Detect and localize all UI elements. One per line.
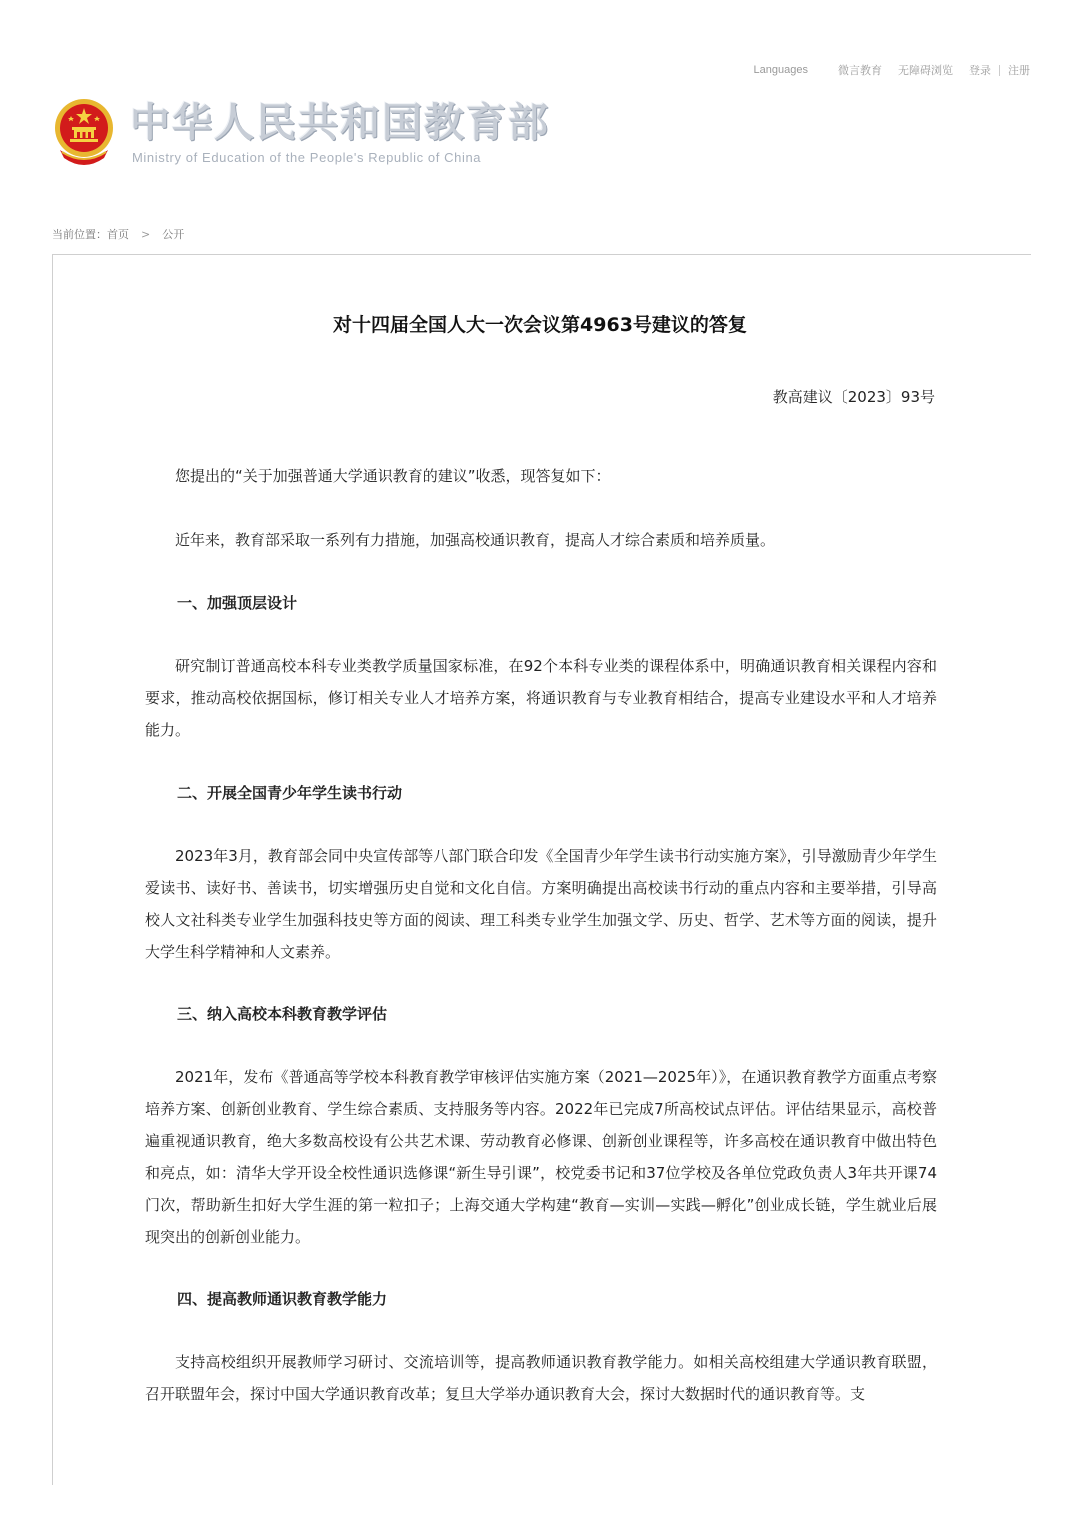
- document-number: 教高建议〔2023〕93号: [772, 388, 935, 406]
- ministry-logo[interactable]: [52, 98, 572, 170]
- section-heading: 一、加强顶层设计: [177, 594, 298, 612]
- accessible-browsing-link[interactable]: 无障碍浏览: [898, 64, 953, 77]
- section-heading: 二、开展全国青少年学生读书行动: [177, 784, 403, 802]
- breadcrumb-current[interactable]: 公开: [162, 228, 185, 241]
- intro-paragraph: 近年来，教育部采取一系列有力措施，加强高校通识教育，提高人才综合素质和培养质量。: [175, 531, 776, 549]
- breadcrumb-home-link[interactable]: 首页: [107, 228, 129, 241]
- section-paragraph: 研究制订普通高校本科专业类教学质量国家标准，在92个本科专业类的课程体系中，明确通识教育相关课程内容和要求，推动高校依据国标，修订相关专业人才培养方案，将通识教育与专业教育相结合，提高专业建设水平和人才培养能力。: [145, 657, 937, 739]
- section-paragraph: 2023年3月，教育部会同中央宣传部等八部门联合印发《全国青少年学生读书行动实施方案》，引导激励青少年学生爱读书、读好书、善读书，切实增强历史自觉和文化自信。方案明确提出高校读书行动的重点内容和主要举措，引导高校人文社科类专业学生加强科技史等方面的阅读、理工科类专业学生加强文学、历史、哲学、艺术等方面的阅读，提升大学生科学精神和人文素养。: [145, 847, 937, 961]
- logo-chinese-name: 中华人民共和国教育部: [130, 100, 550, 146]
- breadcrumb-label: 当前位置：: [52, 228, 107, 241]
- section-paragraph: 2021年，发布《普通高等学校本科教育教学审核评估实施方案（2021—2025年）》，在通识教育教学方面重点考察培养方案、创新创业教育、学生综合素质、支持服务等内容。2022年已完成7所高校试点评估。评估结果显示，高校普遍重视通识教育，绝大多数高校设有公共艺术课、劳动教育必修课、创新创业课程等，许多高校在通识教育中做出特色和亮点，如：清华大学开设全校性通识选修课“新生导引课”，校党委书记和37位学校及各单位党政负责人3年共开课74门次，帮助新生扣好大学生涯的第一粒扣子；上海交通大学构建“教育—实训—实践—孵化”创业成长链，学生就业后展现突出的创新创业能力。: [145, 1068, 937, 1246]
- breadcrumb-separator-icon: >: [141, 227, 151, 241]
- register-link[interactable]: 注册: [1008, 64, 1030, 77]
- greeting-paragraph: 您提出的“关于加强普通大学通识教育的建议”收悉，现答复如下：: [175, 467, 611, 485]
- section-heading: 四、提高教师通识教育教学能力: [177, 1290, 388, 1308]
- section-paragraph: 支持高校组织开展教师学习研讨、交流培训等，提高教师通识教育教学能力。如相关高校组建大学通识教育联盟，召开联盟年会，探讨中国大学通识教育改革；复旦大学举办通识教育大会，探讨大数据时代的通识教育等。支: [145, 1353, 937, 1403]
- languages-link[interactable]: Languages: [753, 64, 808, 76]
- top-nav: [754, 62, 1030, 78]
- login-link[interactable]: 登录: [969, 64, 991, 77]
- breadcrumb: [52, 226, 184, 242]
- national-emblem-icon: [52, 98, 116, 166]
- logo-english-name: Ministry of Education of the People's Republic of China: [132, 150, 482, 165]
- weiyan-education-link[interactable]: 微言教育: [838, 64, 882, 77]
- article-title: 对十四届全国人大一次会议第4963号建议的答复: [333, 314, 747, 336]
- section-heading: 三、纳入高校本科教育教学评估: [177, 1005, 388, 1023]
- nav-divider: [999, 65, 1000, 76]
